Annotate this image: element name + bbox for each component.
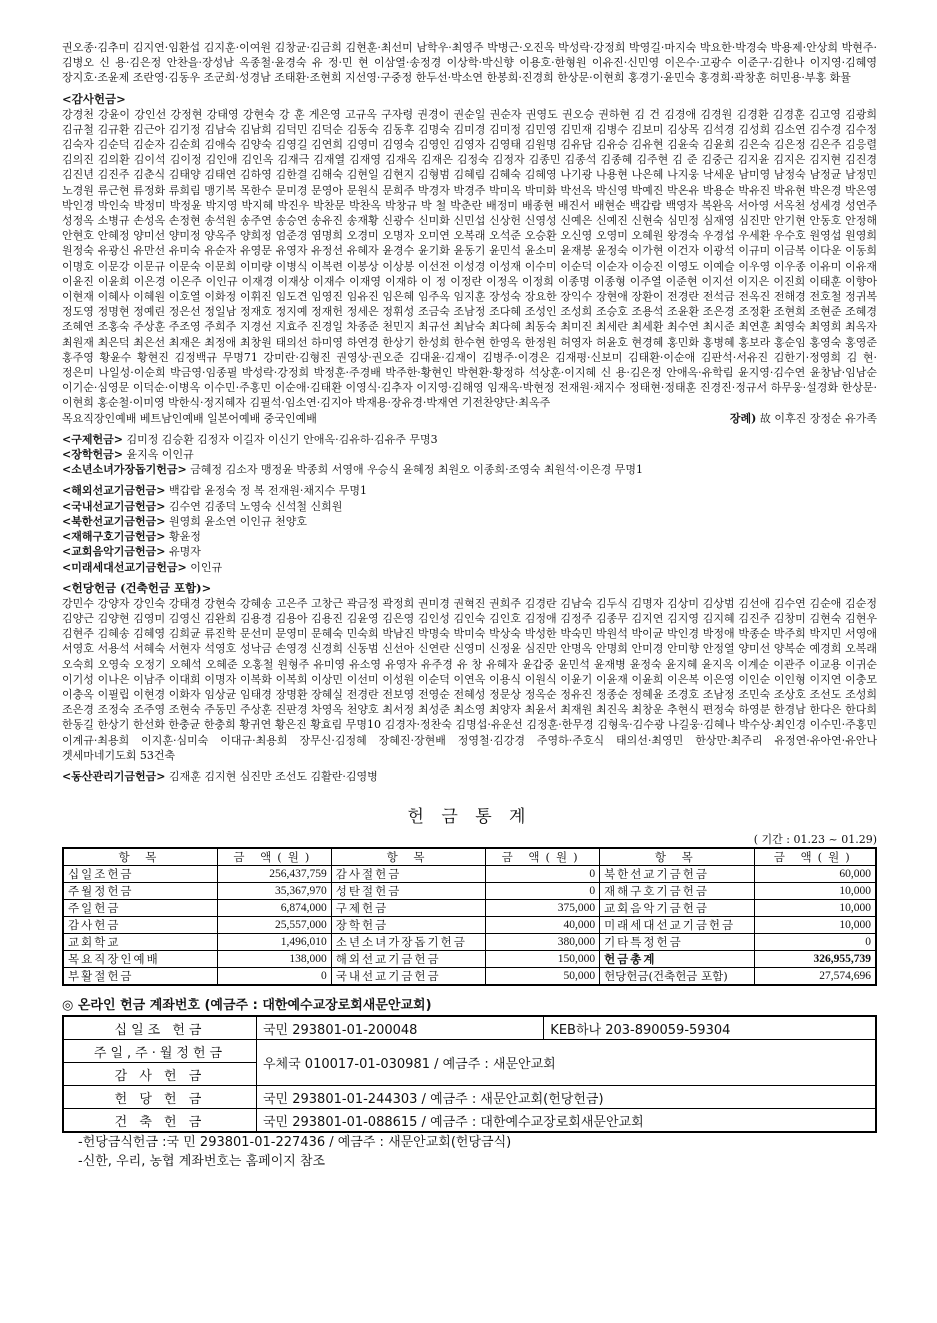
- disaster-relief-row: [62, 529, 877, 544]
- stats-item-amount: 27,574,696: [754, 968, 876, 986]
- scholarship-row: [62, 447, 877, 462]
- facility-title: <동산관리기금헌금>: [62, 769, 166, 783]
- online-title: ◎ 온라인 헌금 계좌번호 (예금주 : 대한예수교장로회새문안교회): [62, 998, 432, 1014]
- stats-item-amount: 10,000: [754, 900, 876, 917]
- stats-item-amount: 50,000: [486, 968, 600, 986]
- stats-item-label: 목요직장인예배: [63, 951, 217, 968]
- account-number: 국민 293801-01-244303 / 예금주 : 새문안교회(헌당헌금): [257, 1086, 877, 1109]
- account-row: [63, 1040, 876, 1063]
- stats-item-label: 감사헌금: [63, 917, 217, 934]
- nk-mission-names: 원영희 윤소연 이인규 천양호: [168, 514, 307, 528]
- account-notes: [78, 1133, 877, 1171]
- stats-item-label: 국내선교기금헌금: [331, 968, 485, 986]
- future-generation-row: [62, 560, 877, 575]
- stats-item-amount: 380,000: [486, 934, 600, 951]
- fasting-account-note: -헌당금식헌금 :국 민 293801-01-227436 / 예금주 : 새문안교회(헌당금식): [78, 1135, 512, 1151]
- stats-item-amount: 35,367,970: [217, 883, 331, 900]
- stats-item-label: 헌금총계: [600, 951, 754, 968]
- account-number: 우체국 010017-01-030981 / 예금주 : 새문안교회: [257, 1040, 877, 1086]
- stats-item-amount: 0: [486, 866, 600, 883]
- thanksgiving-section: [62, 92, 877, 426]
- relief-names: 김미정 김승환 김정자 이길자 이신기 안애옥·김유하·김유주 무명3: [126, 432, 438, 446]
- bulletin-page: [62, 40, 877, 1171]
- stats-item-amount: 6,874,000: [217, 900, 331, 917]
- stats-row: [63, 917, 876, 934]
- account-label: 헌 당 헌 금: [63, 1086, 257, 1109]
- funeral-text: 故 이후진 장정순 유가족: [759, 411, 877, 425]
- church-music-title: <교회음악기금헌금>: [62, 545, 166, 559]
- church-music-names: 유명자: [168, 545, 201, 559]
- stats-item-label: 교회음악기금헌금: [600, 900, 754, 917]
- stats-item-label: 교회학교: [63, 934, 217, 951]
- stats-row: [63, 934, 876, 951]
- stats-item-label: 장학헌금: [331, 917, 485, 934]
- stats-item-label: 북한선교기금헌금: [600, 866, 754, 883]
- stats-header-item: 항 목: [600, 848, 754, 866]
- stats-header-amount: 금 액(원): [217, 848, 331, 866]
- disaster-relief-title: <재해구호기금헌금>: [62, 530, 166, 544]
- memorial-services: 목요직장인예배 베트남인예배 일본어예배 중국인예배: [62, 411, 317, 425]
- facility-names: 김재훈 김지현 심진만 조선도 김활란·김영병: [168, 769, 378, 783]
- account-row: [63, 1109, 876, 1133]
- stats-item-amount: 40,000: [486, 917, 600, 934]
- stats-row: [63, 951, 876, 968]
- stats-item-label: 기타특정헌금: [600, 934, 754, 951]
- stats-item-amount: 138,000: [217, 951, 331, 968]
- stats-item-label: 부활절헌금: [63, 968, 217, 986]
- account-label: 건 축 헌 금: [63, 1109, 257, 1133]
- funeral-label: 장례): [729, 411, 757, 425]
- stats-row: [63, 883, 876, 900]
- stats-table: [62, 847, 877, 986]
- stats-item-label: 감사절헌금: [331, 866, 485, 883]
- single-offerings: [62, 432, 877, 478]
- stats-item-label: 주일헌금: [63, 900, 217, 917]
- memorial-funeral: [730, 411, 877, 426]
- account-number: 국민 293801-01-200048: [257, 1016, 544, 1040]
- account-number: 국민 293801-01-088615 / 예금주 : 대한예수교장로회새문안교회: [257, 1109, 877, 1133]
- stats-item-label: 십일조헌금: [63, 866, 217, 883]
- future-generation-title: <미래세대선교기금헌금>: [62, 560, 187, 574]
- account-label: 십일조 헌금: [63, 1016, 257, 1040]
- youth-support-names: 금혜정 김소자 맹정윤 박종희 서영애 우승식 윤혜정 최원오 이종희·조영숙 최원석·이은경 무명1: [190, 463, 643, 477]
- stats-item-amount: 0: [217, 968, 331, 986]
- scholarship-names: 윤지옥 이인규: [126, 448, 194, 462]
- account-row: [63, 1016, 876, 1040]
- domestic-mission-names: 김수연 김종덕 노영숙 신석철 신희원: [168, 499, 343, 513]
- church-music-row: [62, 544, 877, 559]
- stats-header-row: [63, 848, 876, 866]
- stats-row: [63, 968, 876, 986]
- facility-section: [62, 769, 877, 784]
- stats-item-label: 미래세대선교기금헌금: [600, 917, 754, 934]
- thanksgiving-names: 강경천 강윤이 강인선 강정현 강태영 강현숙 강 훈 게은영 고규옥 구자령 권경이 권순일 권순자 권영도 권오승 권하현 김 건 김경애 김경원 김경환 김경훈 김고영 김광희 김규철 김규환 김근아 김기정 김남숙 김남희 김덕민 김덕순 김동숙 김동후 김명숙 김미경 김미정 김민영 김민재 김병수 김보미 김상목 김석경 김성희 김소연 김수경 김수정 김숙자 김순덕 김순자 김순희 김애숙 김양숙 김영길 김연희 김영미 김영숙 김영인 김영자 김영태 김원명 김유담 김유승 김유현 김윤숙 김윤희 김은숙 김은정 김은주 김응렬 김의진 김의환 김이석 김이정 김인애 김인옥 김재극 김재열 김재영 김재옥 김재은 김정숙 김정자 김종민 김종석 김종혜 김주현 김 준 김중근 김지윤 김지은 김지현 김진경 김진년 김진주 김춘식 김태양 김태연 김하영 김한결 김해숙 김현일 김현지 김형범 김혜림 김혜숙 김혜영 나기광 나용현 나은혜 나지웅 낙세운 남미영 남정숙 남정균 남정민 노경원 류근현 류정화 류희림 맹기복 목한수 문미경 문영아 문원식 문희주 박경자 박경주 박미옥 박미화 박선옥 박신영 박예진 박온유 박용순 박유진 박유현 박은경 박은영 박인경 박인숙 박정미 박정윤 박지영 박지혜 박진우 박찬문 박찬옥 박창규 박 철 박춘란 배정미 배종현 배진서 배현순 백갑람 백영자 복완옥 서아영 서옥천 성세경 성연주 성정옥 소병규 손성옥 손정현 송석원 송주연 송승연 송유진 송재황 신광수 신미화 신민섭 신상헌 신영성 신예은 신예진 신현숙 심민정 심재영 심진만 안기현 안동호 안정해 안현호 안혜정 양미선 양미정 양옥주 양희정 엄준경 염명희 오경미 오명자 오미연 오복래 오석준 오승환 오신영 오영미 오혜원 왕경숙 우경섭 우세환 우수호 원영섭 원영희 원정숙 유광신 유만선 유미숙 유순자 유영문 유영자 유정선 유혜자 윤경수 윤기화 윤동기 윤민석 윤소미 윤재봉 윤정숙 이가현 이건자 이광석 이규미 이금복 이다운 이동희 이명호 이문강 이문규 이문숙 이문희 이미량 이병식 이복련 이봉상 이상봉 이선전 이성경 이성재 이수미 이순덕 이순자 이승진 이영도 이예슬 이우영 이우종 이유미 이유재 이윤진 이윤희 이은경 이은주 이인규 이재경 이재상 이재수 이재영 이재하 이 정 이정란 이정옥 이정희 이종명 이종형 이주열 이준현 이지선 이지은 이진희 이태훈 이향아 이현재 이혜사 이혜원 이호열 이화정 이휘진 임도견 임영진 임유진 임은혜 임주옥 임지훈 장성숙 장요한 장익수 장현애 장환이 전경란 전석금 전옥진 전해경 전호철 정귀복 정도영 정명현 정예린 정은선 정일남 정재호 정지예 정재헌 정세은 정휘성 조금숙 조남정 조다혜 조성인 조성희 조승호 조용석 조윤환 조은경 조정환 조현희 조현준 조혜경 조혜연 조홍숙 주상훈 주조영 주희주 지경선 지효주 진경일 차종준 천민지 최규선 최남숙 최다혜 최동숙 최미진 최세란 최세환 최수연 최시준 최연훈 최영숙 최영희 최옥자 최원재 최은덕 최은선 최재은 최정애 최창원 태의선 하미영 하연경 한상기 한성희 한수현 한영옥 한정원 허영자 허윤호 현경혜 홍민화 홍병혜 홍보라 홍순임 홍영숙 홍영준 홍주영 황윤수 황현진 김정백규 무명71 강미란·김형진 권영상·권오준 김대윤·김재이 김병주·이경은 김재평·신보미 김태환·이순애 김판석·서유진 김한기·정영희 김 현·정은미 나일성·이순희 박금영·임종필 박성락·강정희 박정훈·주경배 박주한·황현인 박현환·황정하 석상훈·이지혜 신 용·김은정 안애옥·유학림 윤지영·김수연 윤창남·임남순 이기순·심영문 이덕순·이병옥 이수민·주홍민 이순애·김태환 이영식·김추자 이지영·김해영 임재옥·박현정 전재원·채지수 정태현·정태훈 진경진·정규서 하무웅·설경화 한상문·이현희 홍순철·이미영 박한식·정지혜자 김필석·임소연·김지아 박재용·장유경·박재연 기전찬양단·최옥주: [62, 107, 877, 410]
- stats-item-label: 재해구호기금헌금: [600, 883, 754, 900]
- relief-title: <구제헌금>: [62, 432, 123, 446]
- stats-item-label: 해외선교기금헌금: [331, 951, 485, 968]
- nk-mission-title: <북한선교기금헌금>: [62, 514, 166, 528]
- homepage-note: -신한, 우리, 농협 계좌번호는 홈페이지 참조: [78, 1154, 326, 1170]
- overseas-mission-row: [62, 483, 877, 498]
- nk-mission-row: [62, 514, 877, 529]
- stats-body: [63, 866, 876, 986]
- stats-item-label: 헌당헌금(건축헌금 포함): [600, 968, 754, 986]
- stats-item-amount: 10,000: [754, 883, 876, 900]
- stats-item-label: 주월정헌금: [63, 883, 217, 900]
- stats-header-item: 항 목: [331, 848, 485, 866]
- stats-item-label: 소년소녀가장돕기헌금: [331, 934, 485, 951]
- stats-item-amount: 60,000: [754, 866, 876, 883]
- stats-item-amount: 10,000: [754, 917, 876, 934]
- building-names: 강민수 강양자 강인숙 강태경 강현숙 강혜송 고은주 고창근 곽금정 곽정희 권미경 권혁진 권희주 김경란 김남숙 김두식 김명자 김상미 김상범 김선애 김수연 김순애 김순정 김양근 김양현 김영미 김영신 김완희 김용경 김용아 김용진 김윤영 김은영 김인성 김인숙 김인호 김정애 김정주 김종무 김지연 김지영 김지혜 김진주 김창미 김현숙 김현우 김현주 김혜송 김혜영 김희균 류진학 문선미 문영미 문혜숙 민숙희 박남진 박명숙 박미숙 박상숙 박성한 박숙민 박원석 박이균 박인경 박정애 박종순 박주희 박지민 서영애 서영호 서용석 서혜숙 서현자 석영호 성낙금 손영경 신경희 신동범 신선아 신연란 신영미 신정윤 심진만 안명옥 안명희 안미경 안미향 안정열 양미선 양복순 예경희 오복래 오숙희 오영숙 오정기 오혜석 오혜준 오홍철 원형주 유미영 유소영 유영자 유주경 유 창 유혜자 윤갑중 윤민석 윤재병 윤정숙 윤지혜 윤지옥 이계순 이관주 이교용 이귀순 이기성 이나은 이남주 이대희 이명자 이복화 이복희 이상민 이선미 이성원 이순덕 이연옥 이용식 이원식 이윤기 이윤재 이윤희 이은복 이은영 이인순 이인형 이지연 이충모 이충옥 이필립 이현경 이화자 임상균 임태경 장명환 장혜실 전경란 전보영 전영순 전혜성 정문상 정옥순 정유진 정종순 정혜윤 조경호 조남정 조민숙 조상호 조선도 조성희 조은경 조정숙 조주영 조현숙 주동민 주상훈 진판경 차영옥 천양호 최서정 최성준 최소영 최양자 최윤서 최재원 최진옥 최창운 추현식 편정숙 하영분 한경남 한다은 한다희 한동길 한상기 한선화 한충균 한충희 황귀연 황은진 황효림 무명10 김경자·정찬숙 김명섭·유운선 김정훈·한무경 김형욱·김수광 나길웅·김혜나 박수상·최인경 이수민·주홍민 이계규·최용희 이지훈·심미숙 이대규·최용희 장무신·김정혜 장혜진·장현배 정영철·김강경 주영하·주호식 태의선·최영민 한상만·최주리 유정연·유아연·유안나 겟세마네기도회 53건축: [62, 596, 877, 762]
- account-label: 감 사 헌 금: [63, 1063, 257, 1086]
- stats-title: 헌 금 통 계: [407, 807, 532, 828]
- thanksgiving-title: <감사헌금>: [62, 91, 126, 106]
- scholarship-title: <장학헌금>: [62, 448, 123, 462]
- overseas-mission-title: <해외선교기금헌금>: [62, 484, 166, 498]
- stats-item-amount: 256,437,759: [217, 866, 331, 883]
- stats-item-amount: 0: [754, 934, 876, 951]
- facility-row: [62, 769, 877, 784]
- accounts-table: [62, 1015, 877, 1133]
- stats-period: ( 기간 : 01.23 ~ 01.29): [753, 833, 877, 847]
- stats-item-amount: 0: [486, 883, 600, 900]
- youth-support-title: <소년소녀가장돕기헌금>: [62, 463, 187, 477]
- stats-row: [63, 866, 876, 883]
- stats-item-amount: 25,557,000: [217, 917, 331, 934]
- stats-item-label: 성탄절헌금: [331, 883, 485, 900]
- domestic-mission-row: [62, 499, 877, 514]
- account-row: [63, 1086, 876, 1109]
- stats-header-amount: 금 액(원): [486, 848, 600, 866]
- building-section: [62, 581, 877, 763]
- stats-item-amount: 1,496,010: [217, 934, 331, 951]
- building-title: <헌당헌금 (건축헌금 포함)>: [62, 580, 212, 595]
- memorial-row: [62, 411, 877, 426]
- stats-row: [63, 900, 876, 917]
- domestic-mission-title: <국내선교기금헌금>: [62, 499, 166, 513]
- stats-item-amount: 326,955,739: [754, 951, 876, 968]
- disaster-relief-names: 황윤정: [168, 530, 201, 544]
- opening-names: 권오종·김추미 김지연·임환섭 김지훈·이여원 김창균·김금희 김현훈·최선미 남학우·최영주 박병근·오진옥 박성락·강정희 박영길·마지숙 박요한·박경숙 박용제·안상희 박현주·김병오 신 용·김은정 안찬을·장성남 옥종철·윤경숙 유 정·민 현 이삼열·송정경 이상학·박신향 이용호·한형원 이유진·신민영 이은수·고광수 이준구·김한나 이지영·김혜영 장지호·조윤제 조란영·김동우 조군희·성경남 조태환·조현희 지선영·구중정 한두선·박소연 한봉희·진경희 한상문·이현희 홍경기·윤민숙 홍경희·곽창훈 허민용·부홍 화뮬: [62, 41, 877, 85]
- future-generation-names: 이인규: [190, 560, 223, 574]
- relief-row: [62, 432, 877, 447]
- youth-support-row: [62, 462, 877, 477]
- stats-item-label: 구제헌금: [331, 900, 485, 917]
- stats-header-item: 항 목: [63, 848, 217, 866]
- mission-offerings: [62, 483, 877, 574]
- stats-header-amount: 금 액(원): [754, 848, 876, 866]
- account-label: 주일,주·월정헌금: [63, 1040, 257, 1063]
- overseas-mission-names: 백갑람 윤정숙 정 복 전재원·채지수 무명1: [168, 484, 367, 498]
- stats-item-amount: 150,000: [486, 951, 600, 968]
- account-number: KEB하나 203-890059-59304: [544, 1016, 876, 1040]
- stats-item-amount: 375,000: [486, 900, 600, 917]
